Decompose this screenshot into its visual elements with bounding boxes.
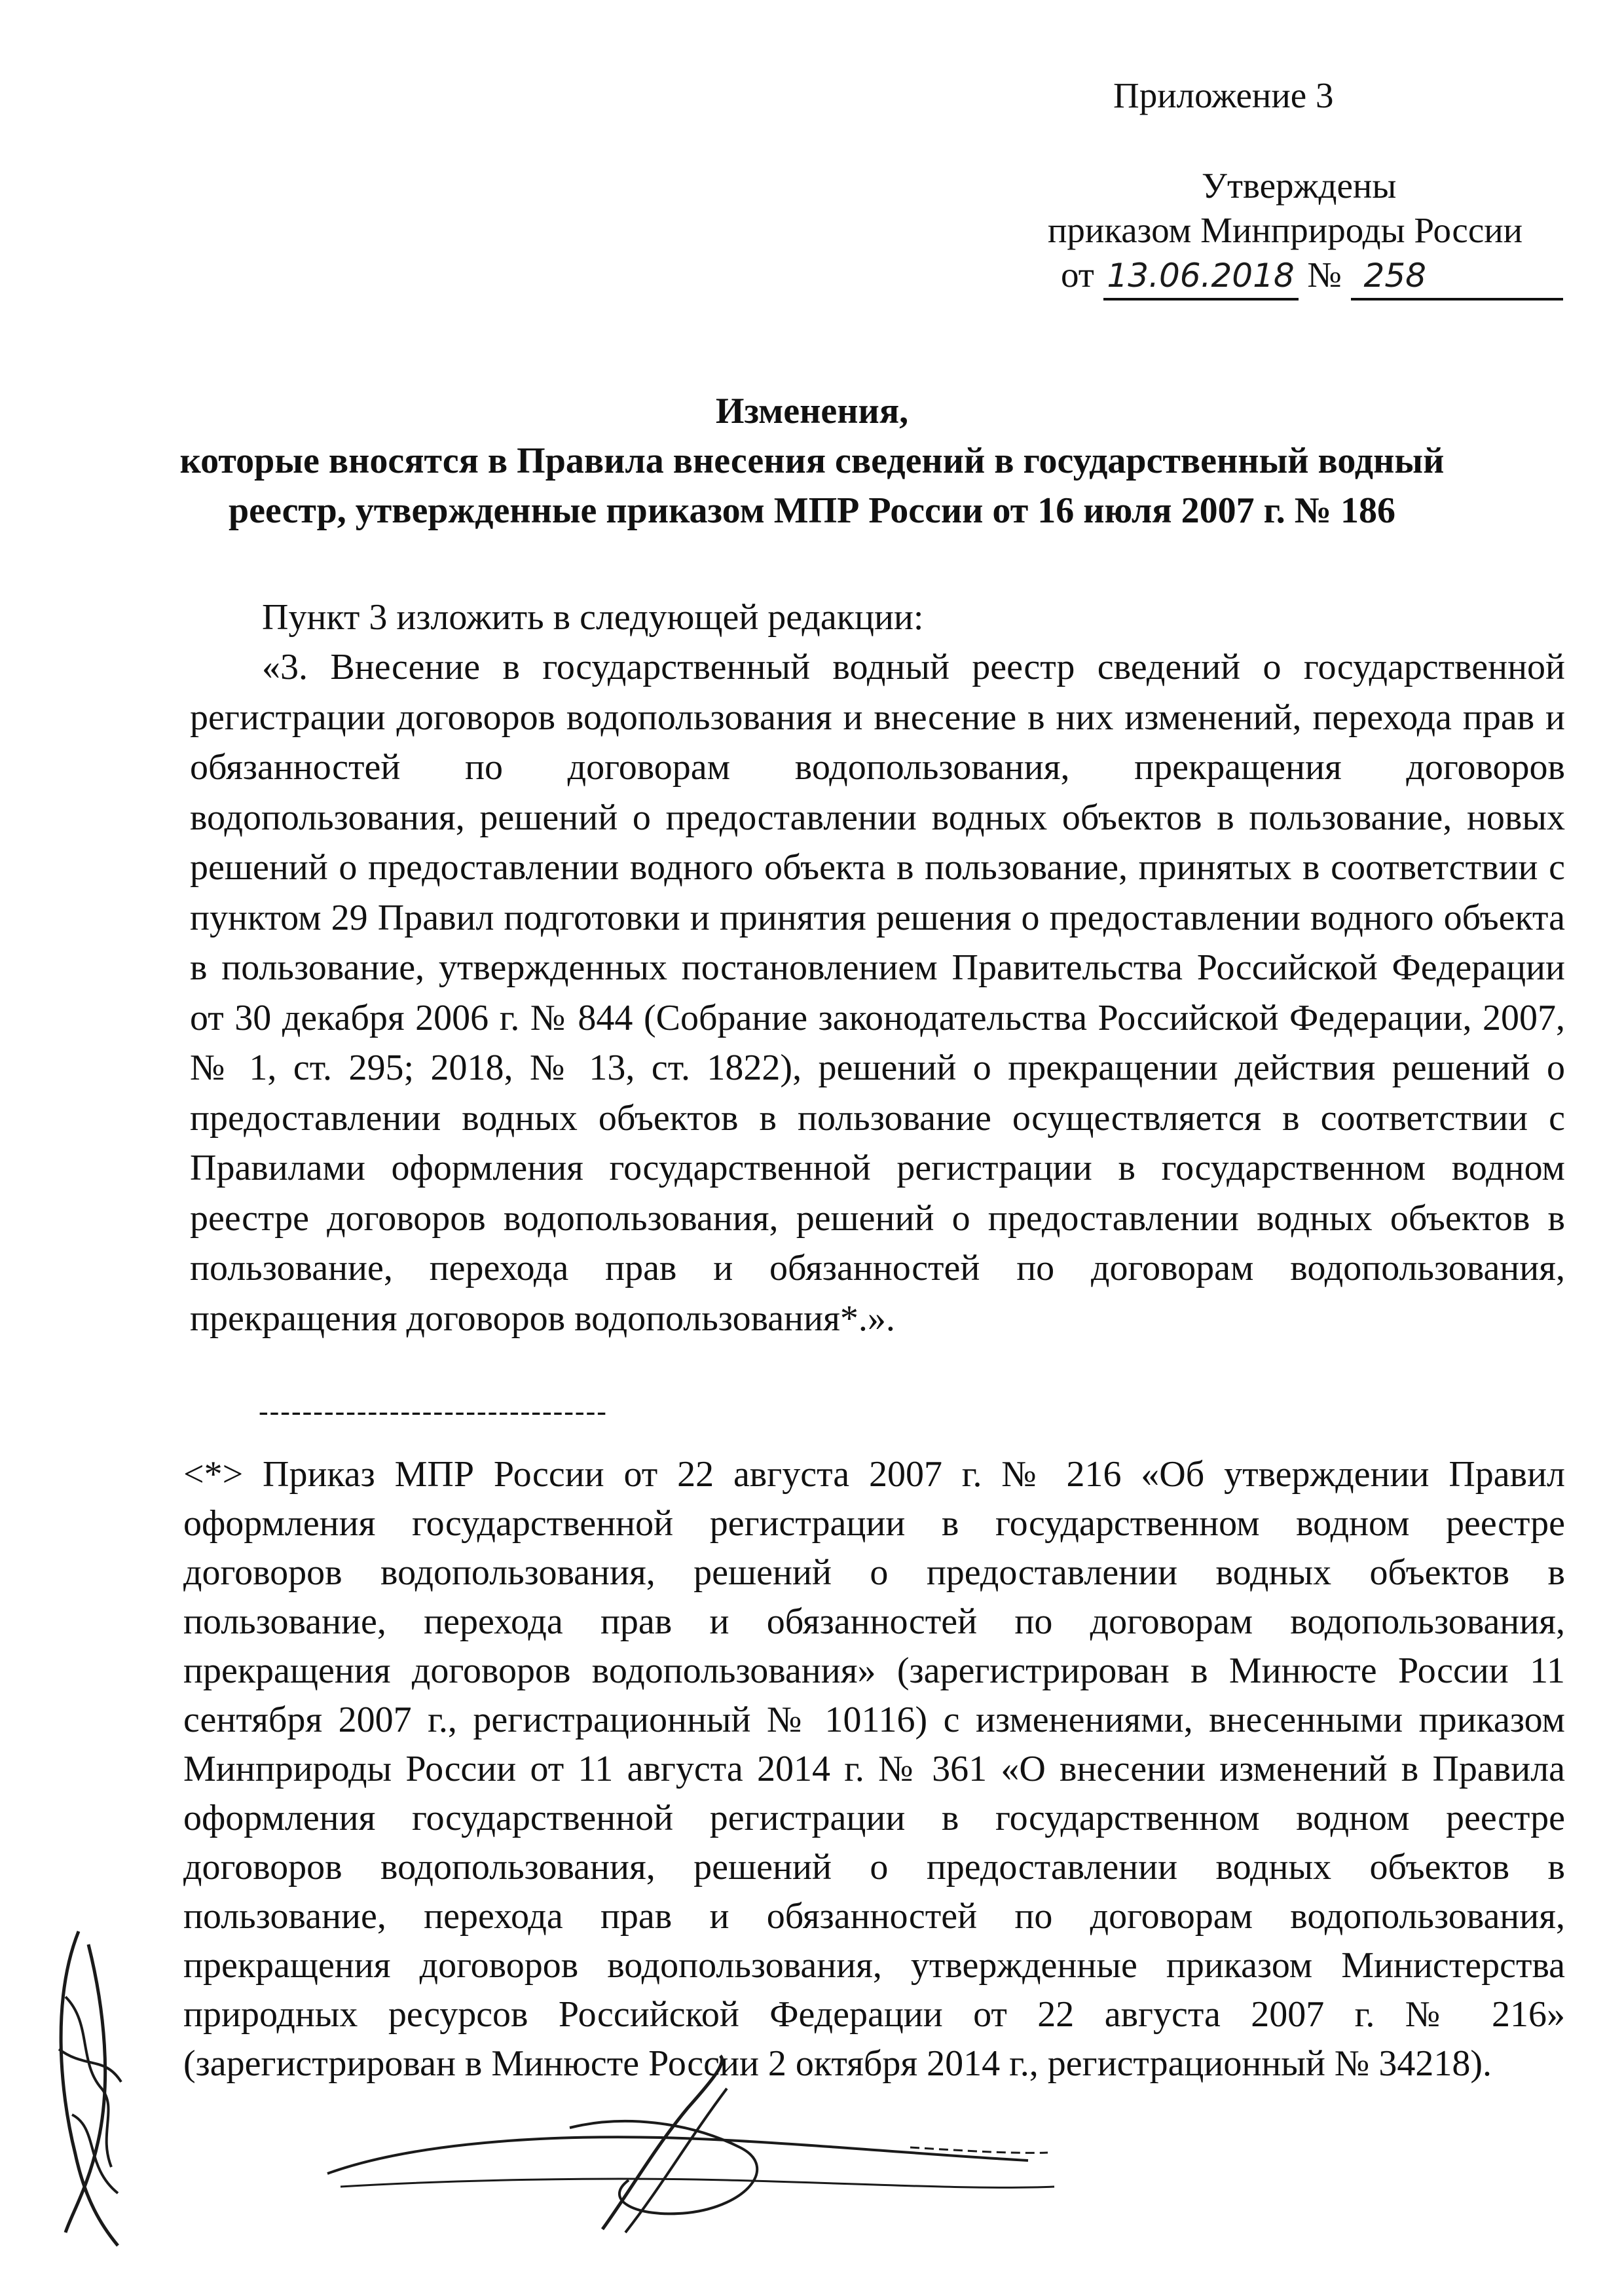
approved-by-order: приказом Минприроды России xyxy=(1048,210,1523,250)
approval-date-number xyxy=(1061,253,1563,301)
title-line-1: Изменения, xyxy=(715,391,909,431)
main-paragraph: «3. Внесение в государственный водный реестр сведений о государственной регистрации договоров водопользования и внесение в них изменений, перехода прав и обязанностей по договорам водопользования, прекращения договоров водопользования, решений о предоставлении водных объектов в пользование, новых решений о предоставлении водного объекта в пользование, принятых в соответствии с пунктом 29 Правил подготовки и принятия решения о предоставлении водного объекта в пользование, утвержденных постановлением Правительства Российской Федерации от 30 декабря 2006 г. № 844 (Собрание законодательства Российской Федерации, 2007, № 1, ст. 295; 2018, № 13, ст. 1822), решений о прекращении действия решений о предоставлении водных объектов в пользование осуществляется в соответствии с Правилами оформления государственной регистрации в государственном водном реестре договоров водопользования, решений о предоставлении водных объектов в пользование, перехода прав и обязанностей по договорам водопользования, прекращения договоров водопользования*.». xyxy=(190,647,1565,1339)
initials-signature xyxy=(39,1918,138,2259)
approved-label: Утверждены xyxy=(1202,166,1397,206)
number-label: № xyxy=(1307,255,1342,295)
approval-number: 258 xyxy=(1351,253,1563,301)
footnote-separator: -------------------------------- xyxy=(259,1395,608,1427)
approval-date: 13.06.2018 xyxy=(1103,253,1299,301)
signature xyxy=(321,2049,1205,2246)
appendix-label: Приложение 3 xyxy=(1113,75,1334,115)
title-line-2: которые вносятся в Правила внесения сведений в государственный водный реестр, утвержденные приказом МПР России от 16 июля 2007 г. № 186 xyxy=(179,441,1445,531)
document-title xyxy=(164,386,1460,536)
from-label: от xyxy=(1061,255,1094,295)
intro-paragraph: Пункт 3 изложить в следующей редакции: xyxy=(262,597,924,638)
footnote: <*> Приказ МПР России от 22 августа 2007 г. № 216 «Об утверждении Правил оформления государственной регистрации в государственном водном реестре договоров водопользования, решений о предоставлении водных объектов в пользование, перехода прав и обязанностей по договорам водопользования, прекращения договоров водопользования» (зарегистрирован в Минюсте России 11 сентября 2007 г., регистрационный № 10116) с изменениями, внесенными приказом Минприроды России от 11 августа 2014 г. № 361 «О внесении изменений в Правила оформления государственной регистрации в государственном водном реестре договоров водопользования, решений о предоставлении водных объектов в пользование, перехода прав и обязанностей по договорам водопользования, прекращения договоров водопользования, утвержденные приказом Министерства природных ресурсов Российской Федерации от 22 августа 2007 г. № 216» (зарегистрирован в Минюсте России 2 октября 2014 г., регистрационный № 34218). xyxy=(183,1454,1565,2084)
